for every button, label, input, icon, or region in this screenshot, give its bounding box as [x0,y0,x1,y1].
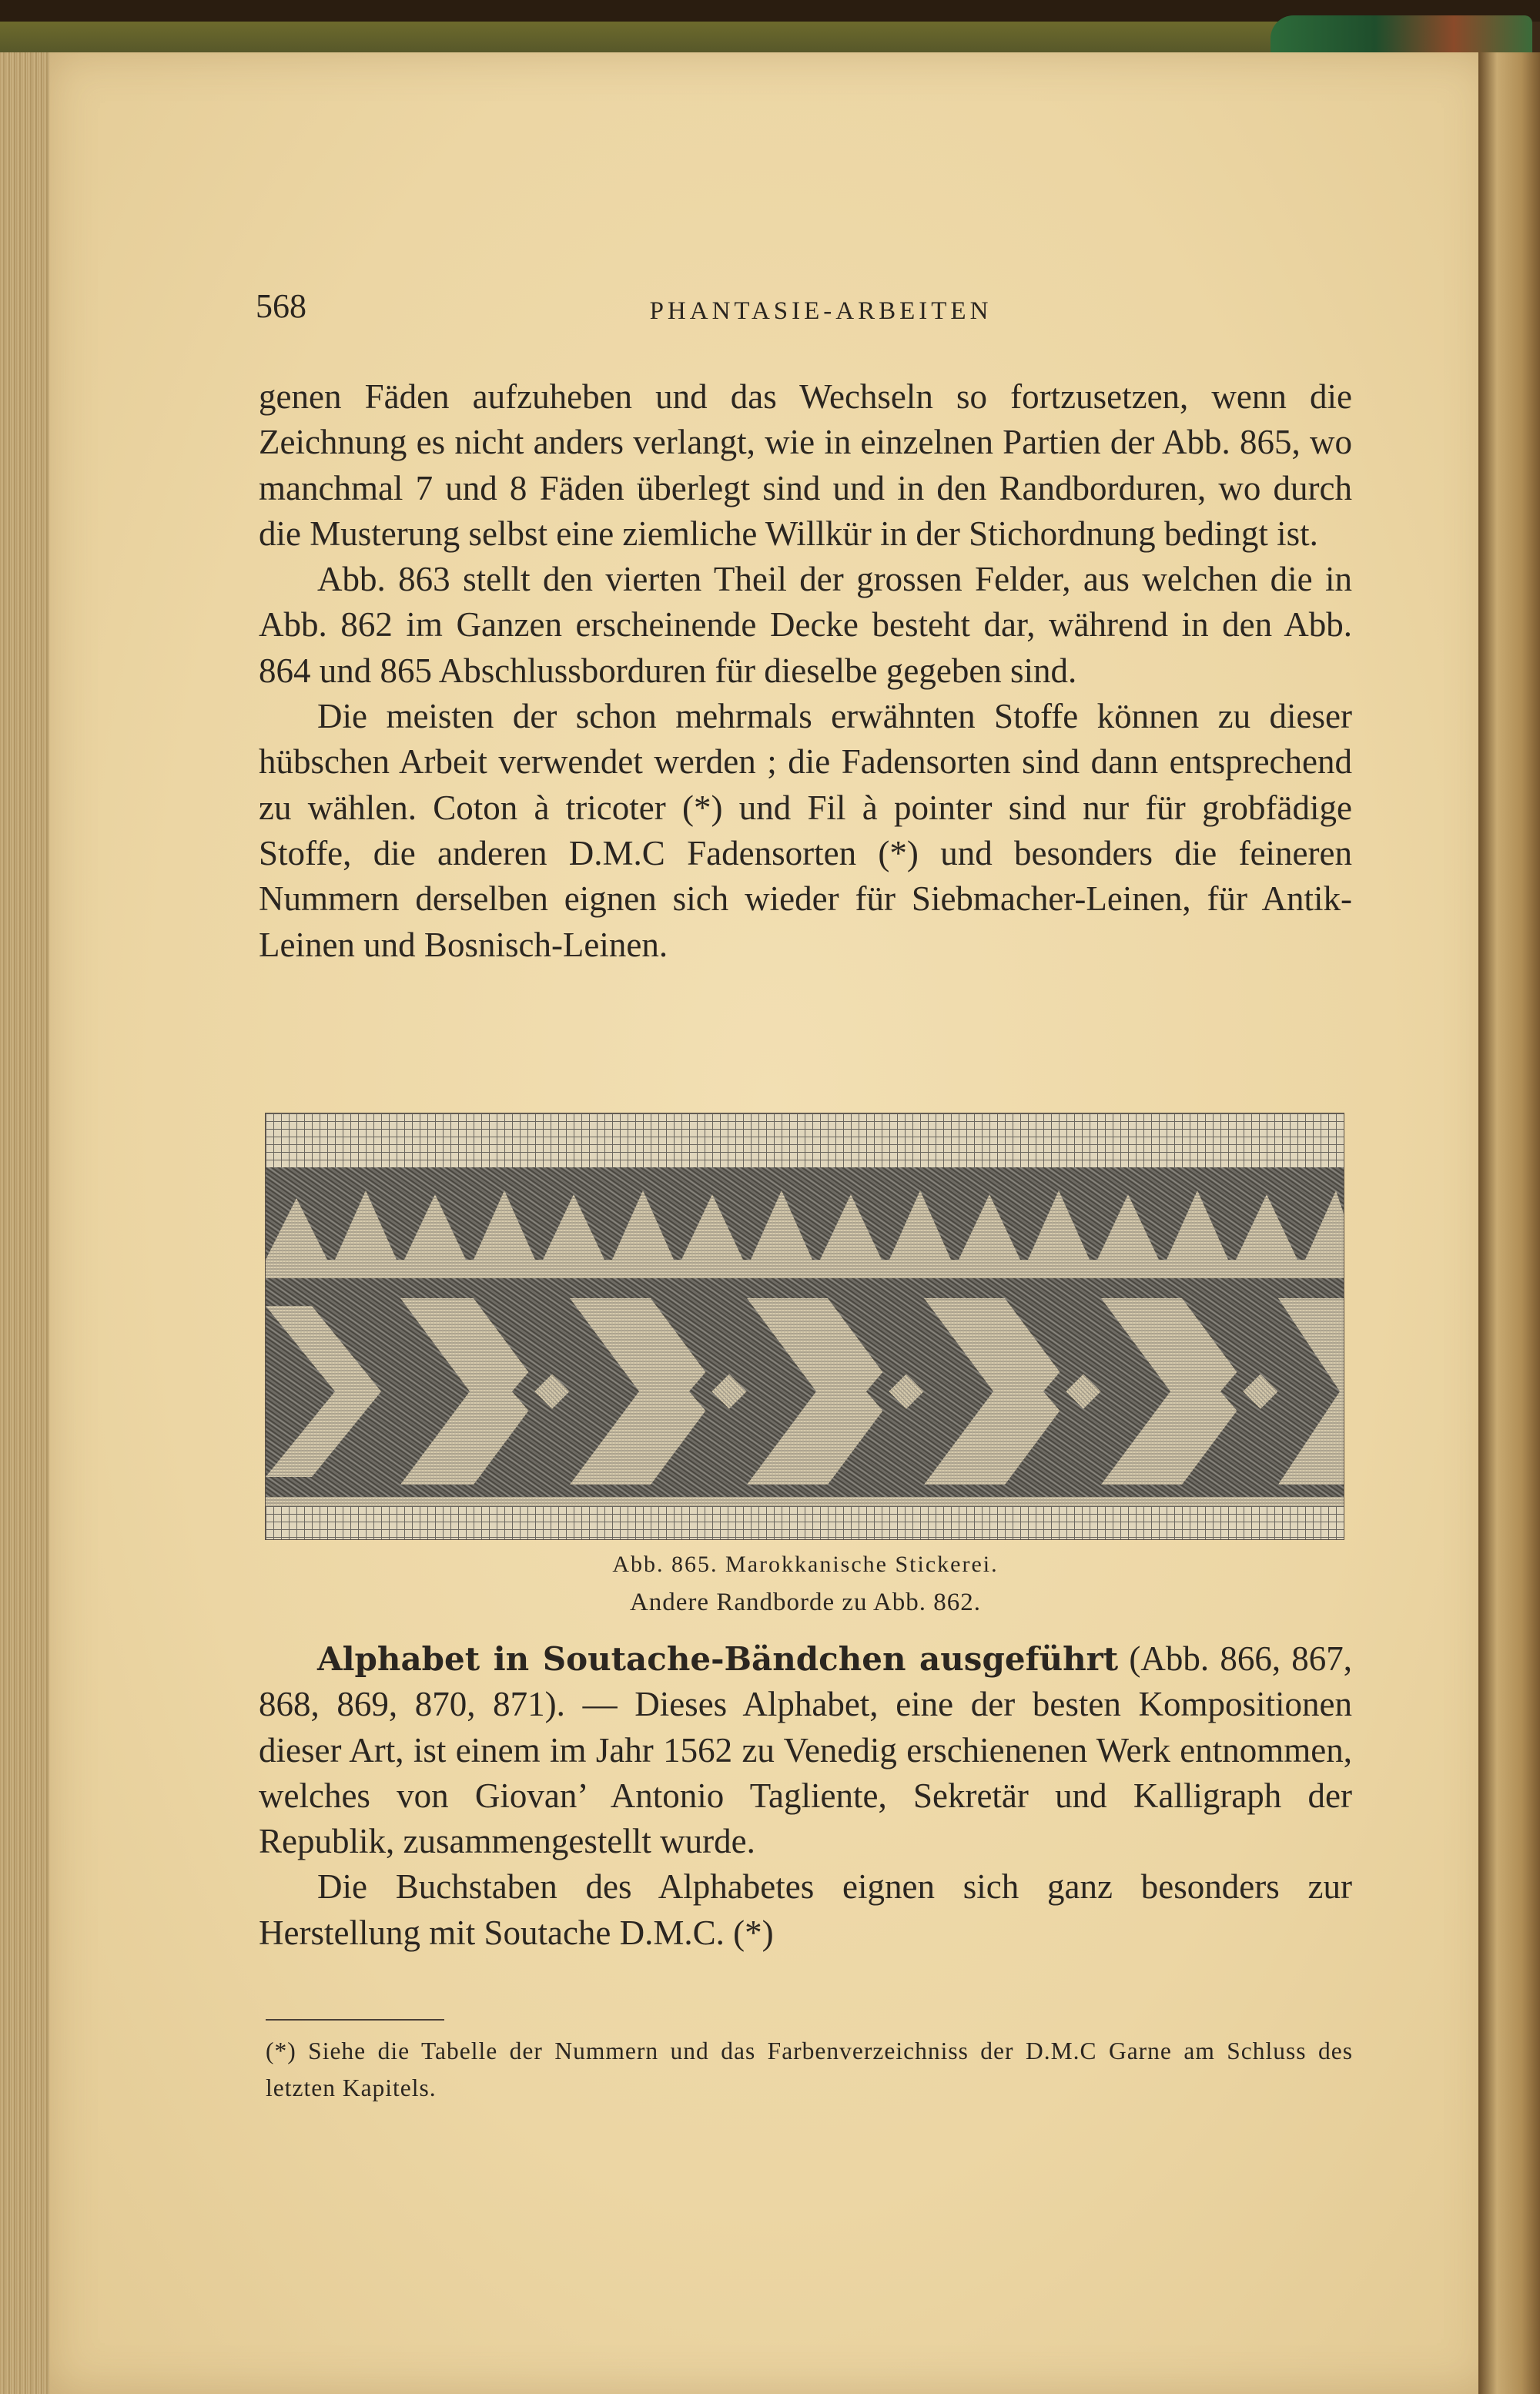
paragraph-1: genen Fäden aufzuheben und das Wechseln so fortzusetzen, wenn die Zeichnung es nicht anders verlangt, wie in einzelnen Partien der Abb. 865, wo manchmal 7 und 8 Fäden überlegt sind und in den Randborduren, wo durch die Musterung selbst eine ziemliche Willkür in der Stichordnung bedingt ist. [259,377,1352,553]
running-head: PHANTASIE-ARBEITEN [649,297,993,325]
figure-caption-subtitle: Andere Randborde zu Abb. 862. [629,1589,982,1616]
paragraph-3: Die meisten der schon mehrmals erwähnten Stoffe können zu dieser hübschen Arbeit verwendet werden ; die Fadensorten sind dann entsprechend zu wählen. Coton à tricoter (*) und Fil à pointer sind nur für grobfädige Stoffe, die anderen D.M.C Fadensorten (*) und besonders die feineren Nummern derselben eignen sich wieder für Siebmacher-Leinen, für Antik-Leinen und Bosnisch-Leinen. [259,697,1352,964]
page-number: 568 [256,287,306,325]
paragraph-5: Die Buchstaben des Alphabetes eignen sich ganz besonders zur Herstellung mit Soutache D.M.C. (*) [259,1867,1352,1952]
page-header [256,286,1355,333]
body-text-bottom [259,1636,1352,1956]
paragraph-4-text: (Abb. 866, 867, 868, 869, 870, 871). — Dieses Alphabet, eine der besten Kompositionen dieser Art, ist einem im Jahr 1562 zu Venedig erschienenen Werk entnommen, welches von Giovan’ Antonio Tagliente, Sekretär und Kalligraph der Republik, zusammengestellt wurde. [259,1639,1353,1861]
figure-caption-title: Abb. 865. Marokkanische Stickerei. [612,1552,999,1577]
section-heading: Alphabet in Soutache-Bändchen ausgeführt [317,1640,1119,1678]
footnote: (*) Siehe die Tabelle der Nummern und das Farbenverzeichniss der D.M.C Garne am Schluss des letzten Kapitels. [266,2037,1353,2101]
embroidery-illustration [266,1113,1344,1539]
embroidery-figure [265,1113,1344,1540]
body-text-top [259,374,1352,968]
paragraph-2: Abb. 863 stellt den vierten Theil der grossen Felder, aus welchen die in Abb. 862 im Ganzen erscheinende Decke besteht dar, während in den Abb. 864 und 865 Abschlussborduren für dieselbe gegeben sind. [259,560,1352,690]
paragraph-4 [259,1636,1352,1864]
page-stack-edge [0,52,55,2394]
book-gutter [1478,52,1540,2394]
footnote-rule [266,2019,444,2021]
